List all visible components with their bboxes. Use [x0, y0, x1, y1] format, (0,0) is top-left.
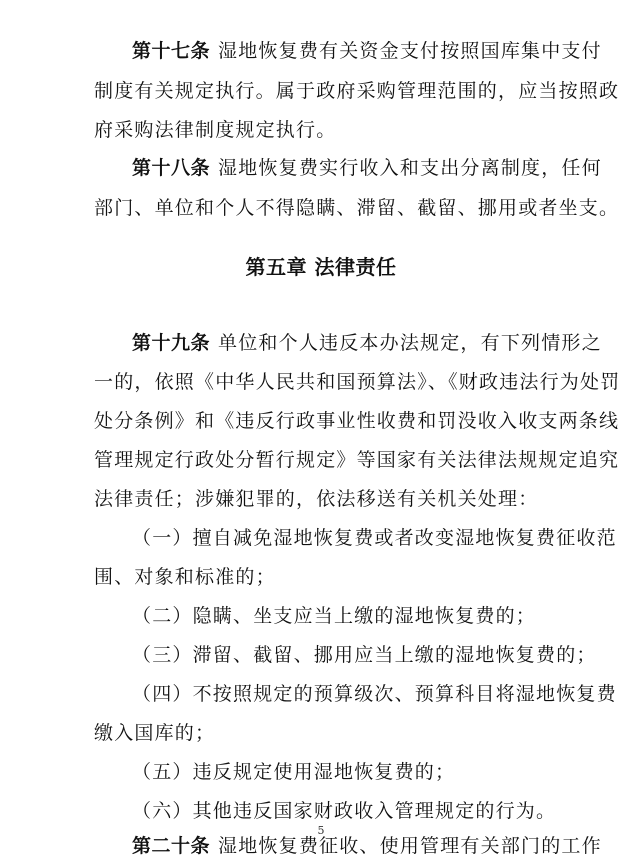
article-19-line-4: 管理规定行政处分暂行规定》等国家有关法律法规规定追究 — [94, 449, 620, 471]
article-19-line-3: 处分条例》和《违反行政事业性收费和罚没收入收支两条线 — [94, 410, 620, 432]
list-item-2: （二）隐瞒、坐支应当上缴的湿地恢复费的； — [132, 605, 537, 627]
article-17-line-1 — [132, 38, 602, 64]
article-18-text: 湿地恢复费实行收入和支出分离制度，任何 — [218, 157, 602, 179]
list-item-6: （六）其他违反国家财政收入管理规定的行为。 — [132, 800, 557, 822]
article-19-line-2: 一的，依照《中华人民共和国预算法》、《财政违法行为处罚 — [94, 371, 621, 393]
list-item-4-line-2: 缴入国库的； — [94, 722, 216, 744]
chapter-title: 第五章 法律责任 — [245, 255, 397, 279]
article-20-text: 湿地恢复费征收、使用管理有关部门的工作 — [218, 835, 602, 857]
article-17-line-2: 制度有关规定执行。属于政府采购管理范围的，应当按照政 — [94, 80, 620, 102]
article-17-line-3: 府采购法律制度规定执行。 — [94, 119, 337, 141]
article-18-line-2: 部门、单位和个人不得隐瞒、滞留、截留、挪用或者坐支。 — [94, 197, 620, 219]
article-20-label: 第二十条 — [132, 835, 211, 857]
list-item-5: （五）违反规定使用湿地恢复费的； — [132, 761, 456, 783]
article-18-label: 第十八条 — [132, 157, 211, 179]
list-item-3: （三）滞留、截留、挪用应当上缴的湿地恢复费的； — [132, 644, 597, 666]
article-17-text: 湿地恢复费有关资金支付按照国库集中支付 — [218, 40, 602, 62]
article-17-label: 第十七条 — [132, 40, 211, 62]
article-19-line-1 — [132, 330, 602, 356]
article-18-line-1 — [132, 155, 602, 181]
list-item-1-line-2: 围、对象和标准的； — [94, 566, 276, 588]
list-item-1-line-1: （一）擅自减免湿地恢复费或者改变湿地恢复费征收范 — [132, 527, 617, 549]
article-19-label: 第十九条 — [132, 332, 211, 354]
list-item-4-line-1: （四）不按照规定的预算级次、预算科目将湿地恢复费 — [132, 683, 617, 705]
page-number: 5 — [317, 824, 325, 837]
article-19-line-5: 法律责任；涉嫌犯罪的，依法移送有关机关处理： — [94, 488, 539, 510]
article-19-text: 单位和个人违反本办法规定，有下列情形之 — [218, 332, 602, 354]
